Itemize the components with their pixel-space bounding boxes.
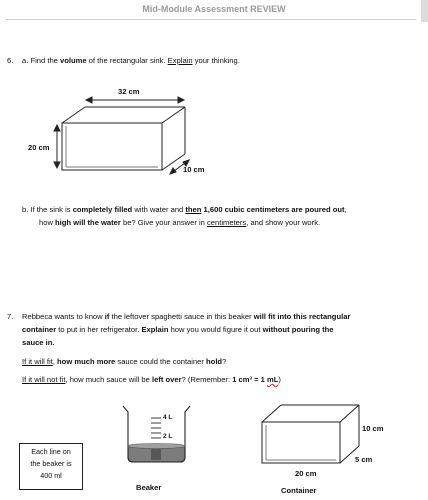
- sink-front-face: [62, 123, 162, 170]
- sink-diagram: [62, 107, 185, 170]
- question-6-number: 6.: [7, 56, 14, 65]
- sink-depth-label: 10 cm: [183, 165, 205, 174]
- question-6b-line-2: how high will the water be? Give your answer in centimeters, and show your work.: [39, 218, 321, 227]
- question-7-line-1: Rebbeca wants to know if the leftover spaghetti sauce in this beaker will fit into this rectangular: [22, 312, 351, 321]
- beaker-mark-4l: 4 L: [163, 414, 173, 421]
- q6a-label: a.: [22, 56, 29, 65]
- q6b-label: b.: [22, 205, 29, 214]
- sink-top-left-edge: [62, 107, 85, 123]
- sink-bottom-right-edge: [162, 154, 185, 170]
- sink-top-right-edge: [162, 107, 185, 123]
- beaker-liquid-surface: [128, 444, 185, 449]
- question-7-line-2: container to put in her refrigerator. Explain how you would figure it out without pouring the: [22, 325, 334, 334]
- sink-height-arrow: [54, 125, 60, 168]
- beaker-diagram: [123, 406, 190, 462]
- sink-width-label: 32 cm: [118, 87, 140, 96]
- container-label: Container: [281, 486, 317, 495]
- q6a-volume: volume: [60, 56, 87, 65]
- question-6b-line-1: b. If the sink is completely filled with water and then 1,600 cubic centimeters are poured out,: [22, 205, 347, 214]
- question-7-number: 7.: [7, 312, 14, 321]
- sink-height-label: 20 cm: [28, 143, 50, 152]
- question-7-line-3: sauce in.: [22, 338, 55, 347]
- question-6a-text: a. Find the volume of the rectangular sink. Explain your thinking.: [22, 56, 240, 65]
- question-7-if-fit: If it will fit, how much more sauce could the container hold?: [22, 357, 227, 366]
- beaker-mark-2l: 2 L: [163, 433, 173, 440]
- container-width-label: 20 cm: [295, 469, 317, 478]
- note-line-2: the beaker is: [30, 459, 72, 468]
- container-depth-label: 5 cm: [355, 455, 373, 464]
- container-front-face: [262, 422, 340, 463]
- beaker-note-box: [19, 443, 83, 490]
- note-line-3: 400 ml: [40, 471, 62, 480]
- page-title: Mid-Module Assessment REVIEW: [142, 4, 286, 14]
- container-diagram: [262, 405, 359, 463]
- beaker-scale-lines: [151, 418, 161, 438]
- q6a-explain: Explain: [167, 56, 193, 65]
- note-line-1: Each line on: [31, 447, 71, 456]
- beaker-label: Beaker: [136, 483, 162, 492]
- question-7-if-not-fit: If it will not fit, how much sauce will be left over? (Remember: 1 cm³ = 1 mL): [22, 375, 281, 384]
- container-height-label: 10 cm: [362, 424, 384, 433]
